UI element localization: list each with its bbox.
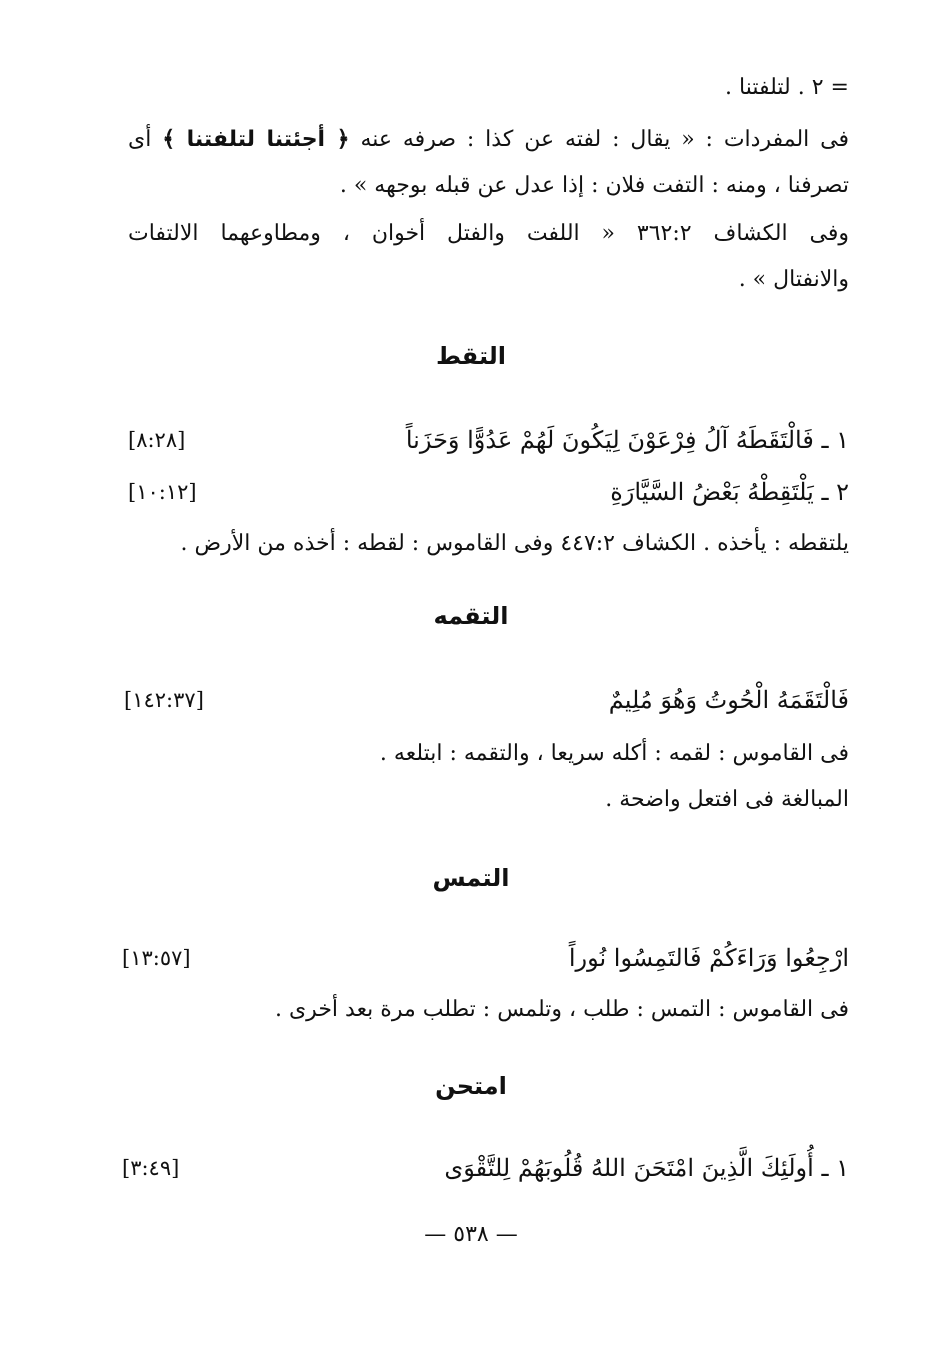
section-heading: التقمه (433, 602, 509, 630)
section-heading: التمس (432, 864, 510, 892)
intro-text: أى (128, 127, 152, 152)
verse-reference: [١٤٢:٣٧] (124, 688, 204, 712)
intro-paragraph-1-line-2: تصرفنا ، ومنه : التفت فلان : إذا عدل عن قبله بوجهه » . (339, 173, 849, 198)
quran-quote: ﴿ أجئتنا لتلفتنا ﴾ (162, 127, 350, 152)
verse-reference: [١٣:٥٧] (122, 946, 191, 970)
verse-reference: [٣:٤٩] (122, 1156, 180, 1180)
verse: ارْجِعُوا وَرَاءَكُمْ فَالتَمِسُوا نُوراً (568, 944, 849, 972)
intro-paragraph-2-line-2: والانفتال » . (738, 267, 849, 292)
note: يلتقطه : يأخذه . الكشاف ٤٤٧:٢ وفى القاموس : لقطه : أخذه من الأرض . (180, 531, 849, 556)
note: فى القاموس : التمس : طلب ، وتلمس : تطلب مرة بعد أخرى . (274, 997, 849, 1022)
page-number: — ٥٣٨ — (424, 1222, 518, 1247)
intro-paragraph-2-line-1: وفى الكشاف ٣٦٢:٢ « اللفت والفتل أخوان ، ومطاوعهما الالتفات (128, 221, 849, 246)
verse-reference: [٨:٢٨] (128, 428, 186, 452)
section-heading: التقط (435, 342, 506, 370)
note: فى القاموس : لقمه : أكله سريعا ، والتقمه : ابتلعه . (379, 741, 849, 766)
note: المبالغة فى افتعل واضحة . (605, 787, 849, 812)
verse: ٢ ـ يَلْتَقِطْهُ بَعْضُ السَّيَّارَةِ (610, 478, 849, 506)
verse: فَالْتَقَمَهُ الْحُوتُ وَهُوَ مُلِيمٌ (608, 686, 849, 714)
intro-paragraph-1-line-1 (128, 124, 849, 156)
intro-text: فى المفردات : « يقال : لفته عن كذا : صرفه عنه (360, 127, 850, 152)
section-heading: امتحن (435, 1072, 507, 1100)
verse-reference: [١٠:١٢] (128, 480, 197, 504)
intro-line-1: = ٢ . لتلفتنا . (725, 75, 849, 100)
verse: ١ ـ فَالْتَقَطَهُ آلُ فِرْعَوْنَ لِيَكُونَ لَهُمْ عَدُوًّا وَحَزَناً (405, 426, 849, 454)
verse: ١ ـ أُولَئِكَ الَّذِينَ امْتَحَنَ اللهُ قُلُوبَهُمْ لِلتَّقْوَى (444, 1154, 849, 1182)
